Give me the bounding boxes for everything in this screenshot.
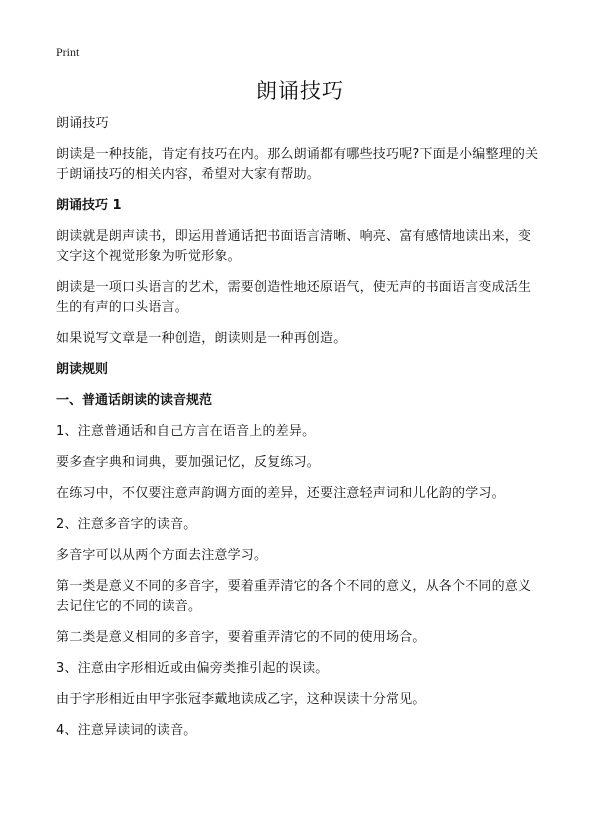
intro-paragraph: 朗读是一种技能，肯定有技巧在内。那么朗诵都有哪些技巧呢?下面是小编整理的关于朗诵技巧的相关内容，希望对大家有帮助。 [56, 147, 539, 182]
rules-heading: 朗读规则 [56, 362, 109, 377]
rules-sub-heading: 一、普通话朗读的读音规范 [56, 393, 213, 408]
rule3-paragraph-1: 由于字形相近由甲字张冠李戴地读成乙字，这种误读十分常见。 [56, 692, 426, 707]
rule2-paragraph-3: 第二类是意义相同的多音字，要着重弄清它的不同的使用场合。 [56, 630, 426, 645]
print-link[interactable]: Print [56, 45, 80, 59]
rule1-paragraph-1: 要多查字典和词典，要加强记忆，反复练习。 [56, 455, 321, 470]
rule3-title: 3、注意由字形相近或由偏旁类推引起的误读。 [56, 661, 329, 676]
section1-heading: 朗诵技巧 1 [56, 198, 122, 213]
rule2-paragraph-2: 第一类是意义不同的多音字，要着重弄清它的各个不同的意义，从各个不同的意义去记住它的不同的读音。 [56, 579, 532, 614]
document-subtitle: 朗诵技巧 [56, 116, 109, 131]
rule4-title: 4、注意异读词的读音。 [56, 723, 197, 738]
section1-paragraph-3: 如果说写文章是一种创造，朗读则是一种再创造。 [56, 331, 347, 346]
rule2-title: 2、注意多音字的读音。 [56, 517, 197, 532]
page-title: 朗诵技巧 [256, 79, 344, 103]
section1-paragraph-2: 朗读是一项口头语言的艺术，需要创造性地还原语气，使无声的书面语言变成活生生的有声的口头语言。 [56, 280, 532, 315]
section1-paragraph-1: 朗读就是朗声读书，即运用普通话把书面语言清晰、响亮、富有感情地读出来，变文字这个视觉形象为听觉形象。 [56, 229, 532, 264]
rule1-paragraph-2: 在练习中，不仅要注意声韵调方面的差异，还要注意轻声词和儿化韵的学习。 [56, 486, 505, 501]
rule2-paragraph-1: 多音字可以从两个方面去注意学习。 [56, 548, 268, 563]
rule1-title: 1、注意普通话和自己方言在语音上的差异。 [56, 424, 316, 439]
